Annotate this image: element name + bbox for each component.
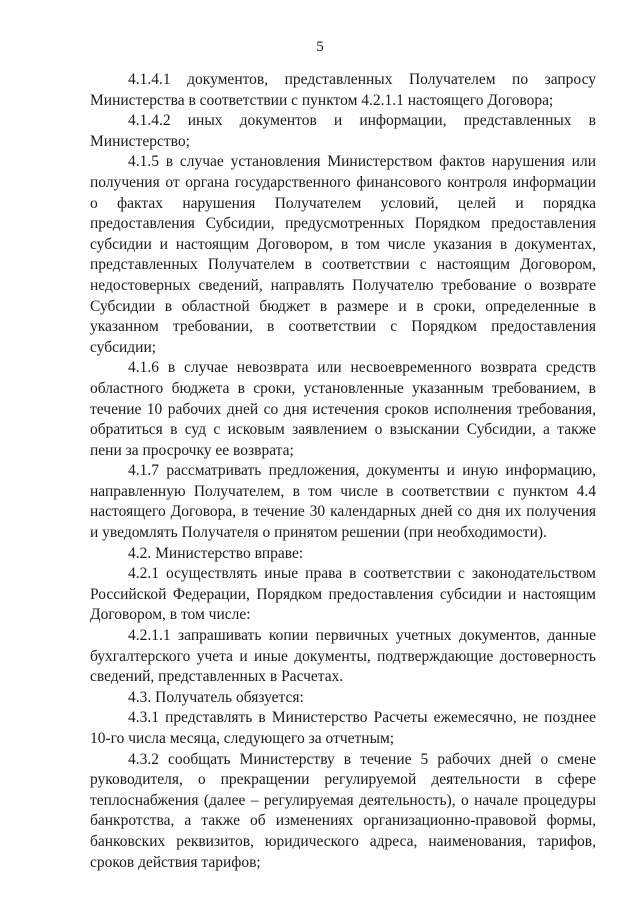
paragraph-4-3: 4.3. Получатель обязуется: <box>128 688 304 706</box>
paragraph-4-3-1: 4.3.1 представлять в Министерство Расчеты ежемесячно, не позднее 10-го числа месяца, следующего за отчетным; <box>90 709 596 747</box>
paragraph-4-1-4-2: 4.1.4.2 иных документов и информации, представленных в Министерство; <box>90 112 596 150</box>
paragraph-4-1-6: 4.1.6 в случае невозврата или несвоевременного возврата средств областного бюджета в сроки, установленные указанным требованием, в течение 10 рабочих дней со дня истечения сроков исполнения требования, обратиться в суд с исковым заявлением о взыскании Субсидии, а также пени за просрочку ее возврата; <box>90 359 596 459</box>
paragraph-4-1-5: 4.1.5 в случае установления Министерством фактов нарушения или получения от органа государственного финансового контроля информации о фактах нарушения Получателем условий, целей и порядка предоставления Субсидии, предусмотренных Порядком предоставления субсидии и настоящим Договором, в том числе указания в документах, представленных Получателем в соответствии с настоящим Договором, недостоверных сведений, направлять Получателю требование о возврате Субсидии в областной бюджет в размере и в сроки, определенные в указанном требовании, в соответствии с Порядком предоставления субсидии; <box>90 153 596 356</box>
page-number: 5 <box>316 39 324 55</box>
paragraph-4-1-4-1: 4.1.4.1 документов, представленных Получателем по запросу Министерства в соответствии с пунктом 4.2.1.1 настоящего Договора; <box>90 71 596 109</box>
paragraph-4-2-1-1: 4.2.1.1 запрашивать копии первичных учетных документов, данные бухгалтерского учета и иные документы, подтверждающие достоверность сведений, представленных в Расчетах. <box>90 627 596 686</box>
paragraph-4-2-1: 4.2.1 осуществлять иные права в соответствии с законодательством Российской Федерации, Порядком предоставления субсидии и настоящим Договором, в том числе: <box>90 565 596 624</box>
paragraph-4-2: 4.2. Министерство вправе: <box>128 544 304 562</box>
paragraph-4-1-7: 4.1.7 рассматривать предложения, документы и иную информацию, направленную Получателем, в том числе в соответствии с пунктом 4.4 настоящего Договора, в течение 30 календарных дней со дня их получения и уведомлять Получателя о принятом решении (при необходимости). <box>90 462 596 542</box>
paragraph-4-3-2: 4.3.2 сообщать Министерству в течение 5 рабочих дней о смене руководителя, о прекращении регулируемой деятельности в сфере теплоснабжения (далее – регулируемая деятельность), о начале процедуры банкротства, а также об изменениях организационно-правовой формы, банковских реквизитов, юридического адреса, наименования, тарифов, сроков действия тарифов; <box>90 750 596 871</box>
document-body <box>90 70 596 873</box>
